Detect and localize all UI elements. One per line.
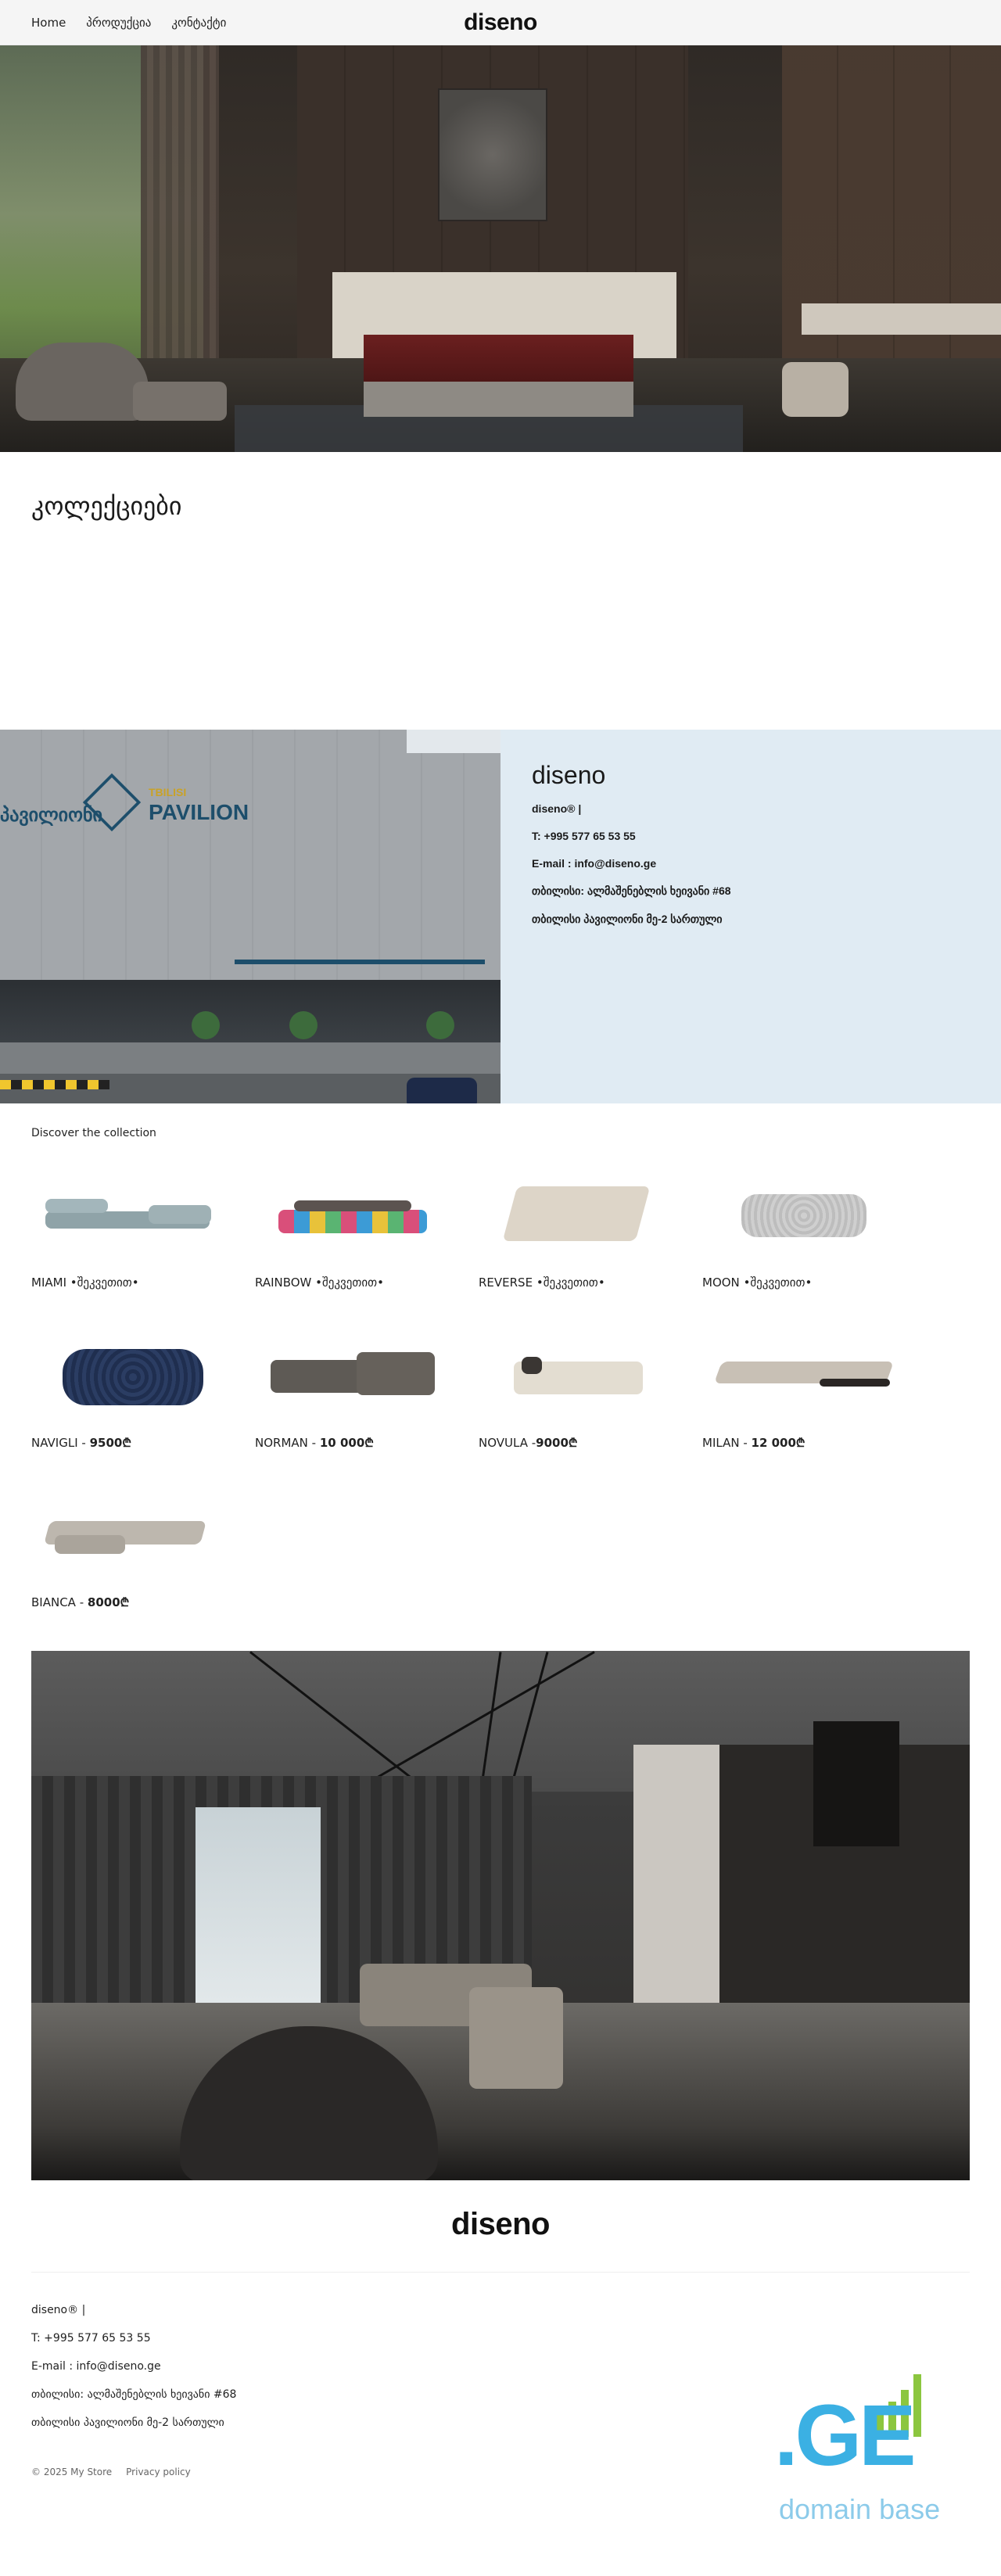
hero-artwork bbox=[438, 88, 547, 221]
product-image[interactable] bbox=[479, 1171, 671, 1265]
footer-address: თბილისი: ალმაშენებლის ხეივანი #68 bbox=[31, 2388, 237, 2401]
store-pavilion: თბილისი პავილიონი მე-2 სართული bbox=[532, 913, 723, 925]
footer-pavilion: თბილისი პავილიონი მე-2 სართული bbox=[31, 2416, 224, 2429]
product-card-bianca[interactable] bbox=[31, 1490, 224, 1623]
product-card-norman[interactable] bbox=[255, 1330, 447, 1463]
discover-section bbox=[0, 1103, 1001, 1139]
store-building-image bbox=[0, 730, 500, 1103]
domain-base-text: domain base bbox=[779, 2493, 941, 2525]
product-image[interactable] bbox=[255, 1171, 447, 1265]
product-card-milan[interactable] bbox=[702, 1330, 895, 1463]
privacy-policy-link[interactable]: Privacy policy bbox=[126, 2467, 191, 2477]
product-image[interactable] bbox=[255, 1330, 447, 1424]
product-label: RAINBOW •შეკვეთით• bbox=[255, 1275, 384, 1290]
product-card-navigli[interactable] bbox=[31, 1330, 224, 1463]
product-label: MILAN - 12 000₾ bbox=[702, 1436, 805, 1450]
product-label: MOON •შეკვეთით• bbox=[702, 1275, 813, 1290]
domain-ge-text: .GE bbox=[774, 2388, 913, 2484]
store-sky bbox=[407, 730, 500, 753]
footer-copyright: © 2025 My Store bbox=[31, 2467, 113, 2477]
collections-title: კოლექციები bbox=[31, 491, 182, 521]
product-label: MIAMI •შეკვეთით• bbox=[31, 1275, 139, 1290]
hero-bedroom-image bbox=[0, 45, 1001, 452]
domain-base-badge[interactable] bbox=[774, 2374, 954, 2531]
product-card-moon[interactable] bbox=[702, 1171, 895, 1304]
store-phone: T: +995 577 65 53 55 bbox=[532, 830, 636, 842]
store-car bbox=[407, 1078, 477, 1103]
store-brand-line: diseno® | bbox=[532, 802, 582, 815]
footer-phone: T: +995 577 65 53 55 bbox=[31, 2332, 151, 2345]
footer-logo[interactable]: diseno bbox=[451, 2207, 550, 2241]
nav-products-link[interactable]: პროდუქცია bbox=[86, 15, 152, 30]
lounge-window bbox=[196, 1807, 321, 2003]
store-sign-tbilisi: TBILISI bbox=[149, 786, 187, 798]
hero-console-shelf bbox=[802, 303, 1001, 335]
product-image[interactable] bbox=[31, 1490, 224, 1584]
hero-bed bbox=[364, 335, 633, 382]
product-grid bbox=[0, 1171, 1001, 1623]
product-label: BIANCA - 8000₾ bbox=[31, 1595, 130, 1609]
product-card-reverse[interactable] bbox=[479, 1171, 671, 1304]
product-card-novula[interactable] bbox=[479, 1330, 671, 1463]
hero-pouf bbox=[782, 362, 849, 417]
site-header bbox=[0, 0, 1001, 45]
store-tree bbox=[426, 1011, 454, 1039]
nav-contact-link[interactable]: კონტაქტი bbox=[171, 15, 227, 30]
product-image[interactable] bbox=[31, 1330, 224, 1424]
footer-bottom bbox=[31, 2467, 191, 2477]
store-sign-pavilion: PAVILION bbox=[149, 800, 249, 824]
store-furniture-graphic bbox=[235, 909, 485, 964]
store-section bbox=[0, 730, 1001, 1103]
store-barrier-stripe bbox=[0, 1080, 109, 1089]
lounge-sofa-chaise bbox=[469, 1987, 563, 2089]
footer-email: E-mail : info@diseno.ge bbox=[31, 2360, 161, 2373]
lounge-range-hood bbox=[813, 1721, 899, 1846]
hero-bed-base bbox=[364, 382, 633, 417]
product-image[interactable] bbox=[702, 1330, 895, 1424]
hero-ottoman bbox=[133, 382, 227, 421]
showroom-lounge-image bbox=[31, 1651, 970, 2180]
product-image[interactable] bbox=[479, 1330, 671, 1424]
main-nav bbox=[31, 16, 226, 30]
store-address: თბილისი: ალმაშენებლის ხეივანი #68 bbox=[532, 884, 731, 897]
product-card-rainbow[interactable] bbox=[255, 1171, 447, 1304]
product-card-miami[interactable] bbox=[31, 1171, 224, 1304]
site-logo[interactable]: diseno bbox=[464, 9, 537, 35]
store-tree bbox=[192, 1011, 220, 1039]
product-label: REVERSE •შეკვეთით• bbox=[479, 1275, 605, 1290]
store-glass-front bbox=[0, 980, 500, 1042]
store-tree bbox=[289, 1011, 318, 1039]
store-info-panel bbox=[500, 730, 1001, 1103]
store-sign-georgian: პავილიონი bbox=[0, 805, 102, 826]
footer-brand-line: diseno® | bbox=[31, 2304, 86, 2316]
hero-lounge-chair bbox=[16, 343, 149, 421]
product-label: NOVULA -9000₾ bbox=[479, 1436, 578, 1450]
site-footer bbox=[0, 2273, 1001, 2548]
discover-title: Discover the collection bbox=[31, 1127, 156, 1139]
collections-section bbox=[0, 452, 1001, 730]
product-image[interactable] bbox=[31, 1171, 224, 1265]
product-label: NORMAN - 10 000₾ bbox=[255, 1436, 374, 1450]
store-name: diseno bbox=[532, 761, 606, 789]
product-image[interactable] bbox=[702, 1171, 895, 1265]
nav-home-link[interactable]: Home bbox=[31, 15, 66, 30]
product-label: NAVIGLI - 9500₾ bbox=[31, 1436, 131, 1450]
store-email: E-mail : info@diseno.ge bbox=[532, 857, 657, 870]
